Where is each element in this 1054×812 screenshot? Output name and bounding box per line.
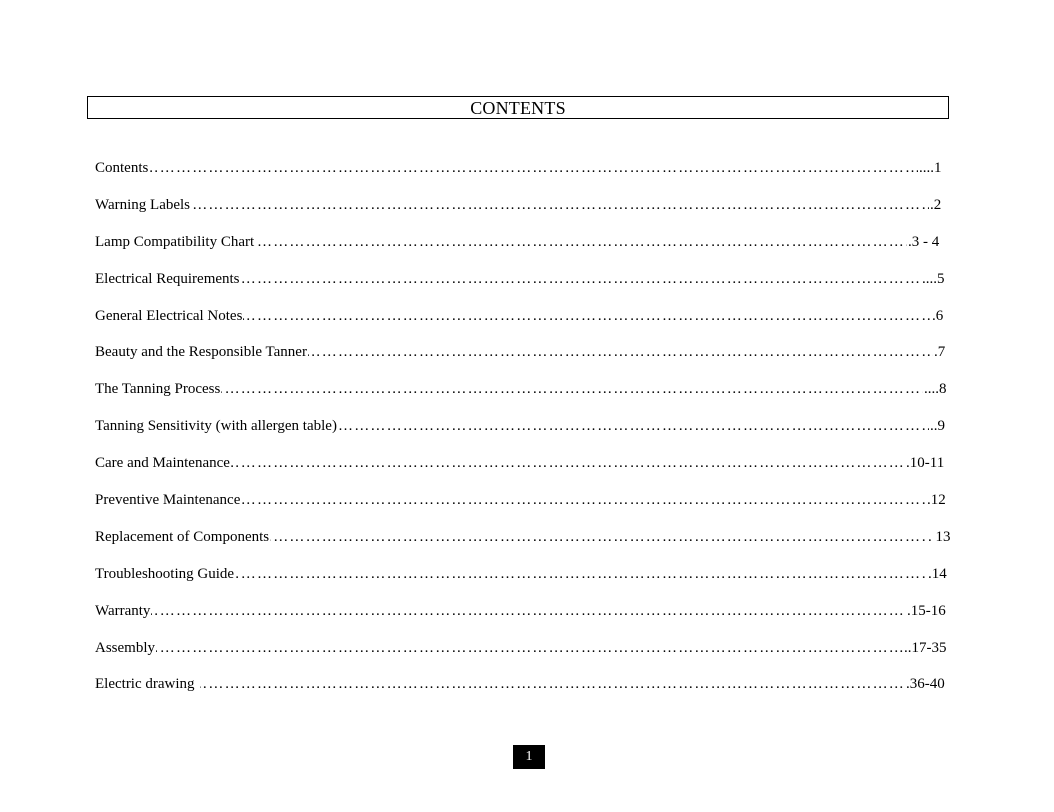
toc-entry-label: General Electrical Notes	[95, 304, 243, 328]
toc-entry-page: .14	[927, 562, 947, 586]
toc-entry-page: .6	[931, 304, 943, 328]
toc-entry-tanning-sensitivity[interactable]	[95, 414, 950, 451]
toc-entry-lamp-compatibility-chart[interactable]	[95, 230, 950, 267]
toc-entry-troubleshooting-guide[interactable]	[95, 562, 950, 599]
contents-title-box	[87, 96, 949, 119]
page-number-badge: 1	[513, 745, 545, 769]
toc-entry-warning-labels[interactable]	[95, 193, 950, 230]
dot-leader	[95, 672, 906, 696]
toc-entry-label: Beauty and the Responsible Tanner	[95, 340, 308, 364]
toc-entry-care-maintenance[interactable]	[95, 451, 950, 488]
toc-entry-label: Warranty	[95, 599, 151, 623]
toc-entry-page: .3 - 4	[907, 230, 939, 254]
toc-entry-label: Contents	[95, 156, 149, 180]
toc-entry-label: Replacement of Components	[95, 525, 270, 549]
toc-entry-page: ....8	[923, 377, 947, 401]
toc-entry-assembly[interactable]	[95, 636, 950, 673]
dot-leader	[95, 599, 906, 623]
toc-entry-beauty-responsible-tanner[interactable]	[95, 340, 950, 377]
toc-entry-page: .12	[926, 488, 946, 512]
toc-entry-page: .7	[933, 340, 945, 364]
toc-entry-warranty[interactable]	[95, 599, 950, 636]
toc-entry-electrical-requirements[interactable]	[95, 267, 950, 304]
toc-entry-page: ....1	[918, 156, 942, 180]
toc-entry-label: Lamp Compatibility Chart	[95, 230, 255, 254]
toc-entry-page: ....5	[921, 267, 945, 291]
toc-entry-page: .10-11	[905, 451, 944, 475]
toc-entry-label: The Tanning Process	[95, 377, 221, 401]
dot-leader	[95, 193, 934, 217]
toc-entry-tanning-process[interactable]	[95, 377, 950, 414]
toc-entry-label: Troubleshooting Guide	[95, 562, 235, 586]
dot-leader	[95, 636, 904, 660]
page-title: CONTENTS	[470, 98, 566, 118]
toc-entry-contents[interactable]	[95, 156, 950, 193]
toc-entry-label: Tanning Sensitivity (with allergen table)	[95, 414, 338, 438]
toc-entry-label: Preventive Maintenance	[95, 488, 241, 512]
toc-entry-label: Electrical Requirements	[95, 267, 241, 291]
toc-entry-page: .36-40	[905, 672, 945, 696]
toc-entry-label: Warning Labels	[95, 193, 191, 217]
toc-entry-electric-drawing[interactable]	[95, 672, 950, 709]
table-of-contents	[95, 156, 950, 709]
toc-entry-page: . 13	[927, 525, 951, 549]
toc-entry-label: Care and Maintenance	[95, 451, 231, 475]
dot-leader	[95, 156, 930, 180]
toc-entry-preventive-maintenance[interactable]	[95, 488, 950, 525]
toc-entry-label: Electric drawing	[95, 672, 200, 696]
toc-entry-page: .2	[929, 193, 941, 217]
toc-entry-replacement-components[interactable]	[95, 525, 950, 562]
toc-entry-page: ..9	[929, 414, 945, 438]
toc-entry-general-electrical-notes[interactable]	[95, 304, 950, 341]
toc-entry-page: ..17-35	[903, 636, 947, 660]
toc-entry-page: .15-16	[906, 599, 946, 623]
toc-entry-label: Assembly	[95, 636, 156, 660]
